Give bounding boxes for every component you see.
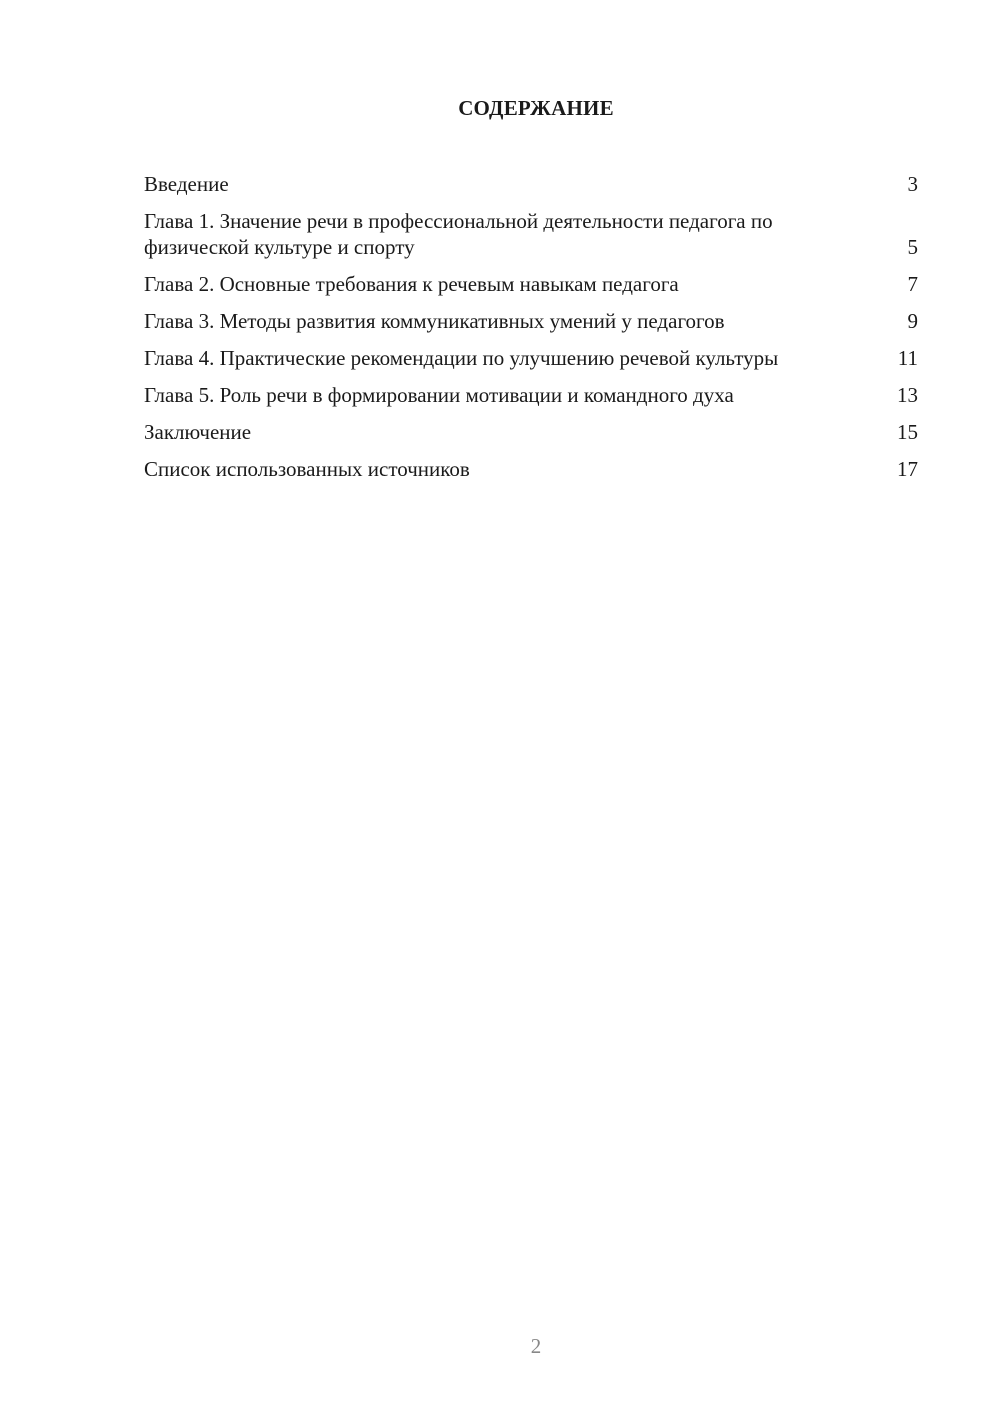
toc-entry-label: Глава 1. Значение речи в профессиональной деятельности педагога по физической культуре и спорту xyxy=(144,209,773,259)
toc-entry-chapter-2[interactable] xyxy=(144,271,918,297)
page-number-footer: 2 xyxy=(530,1334,542,1358)
toc-entry-introduction[interactable] xyxy=(144,171,918,197)
toc-entry-chapter-3[interactable] xyxy=(144,308,918,334)
toc-entry-page-number: 9 xyxy=(907,309,918,333)
toc-entry-page-number: 17 xyxy=(897,457,918,481)
toc-entry-references[interactable] xyxy=(144,456,918,482)
toc-entry-page-number: 15 xyxy=(897,420,918,444)
toc-entry-page-number: 7 xyxy=(907,272,918,296)
toc-entry-conclusion[interactable] xyxy=(144,419,918,445)
toc-entry-page-number: 3 xyxy=(907,172,918,196)
toc-entry-label: Список использованных источников xyxy=(144,457,470,481)
toc-entry-label: Глава 2. Основные требования к речевым навыкам педагога xyxy=(144,272,679,296)
table-of-contents xyxy=(144,171,918,493)
page-title: СОДЕРЖАНИЕ xyxy=(458,96,614,120)
toc-entry-page-number: 11 xyxy=(897,346,918,370)
toc-entry-label: Заключение xyxy=(144,420,252,444)
toc-entry-chapter-4[interactable] xyxy=(144,345,918,371)
toc-entry-page-number: 5 xyxy=(907,235,918,259)
toc-entry-label: Глава 5. Роль речи в формировании мотивации и командного духа xyxy=(144,383,734,407)
toc-entry-label: Введение xyxy=(144,172,229,196)
toc-entry-page-number: 13 xyxy=(897,383,918,407)
toc-entry-label: Глава 3. Методы развития коммуникативных умений у педагогов xyxy=(144,309,725,333)
toc-entry-chapter-1[interactable] xyxy=(144,208,918,260)
toc-entry-chapter-5[interactable] xyxy=(144,382,918,408)
toc-entry-label: Глава 4. Практические рекомендации по улучшению речевой культуры xyxy=(144,346,779,370)
